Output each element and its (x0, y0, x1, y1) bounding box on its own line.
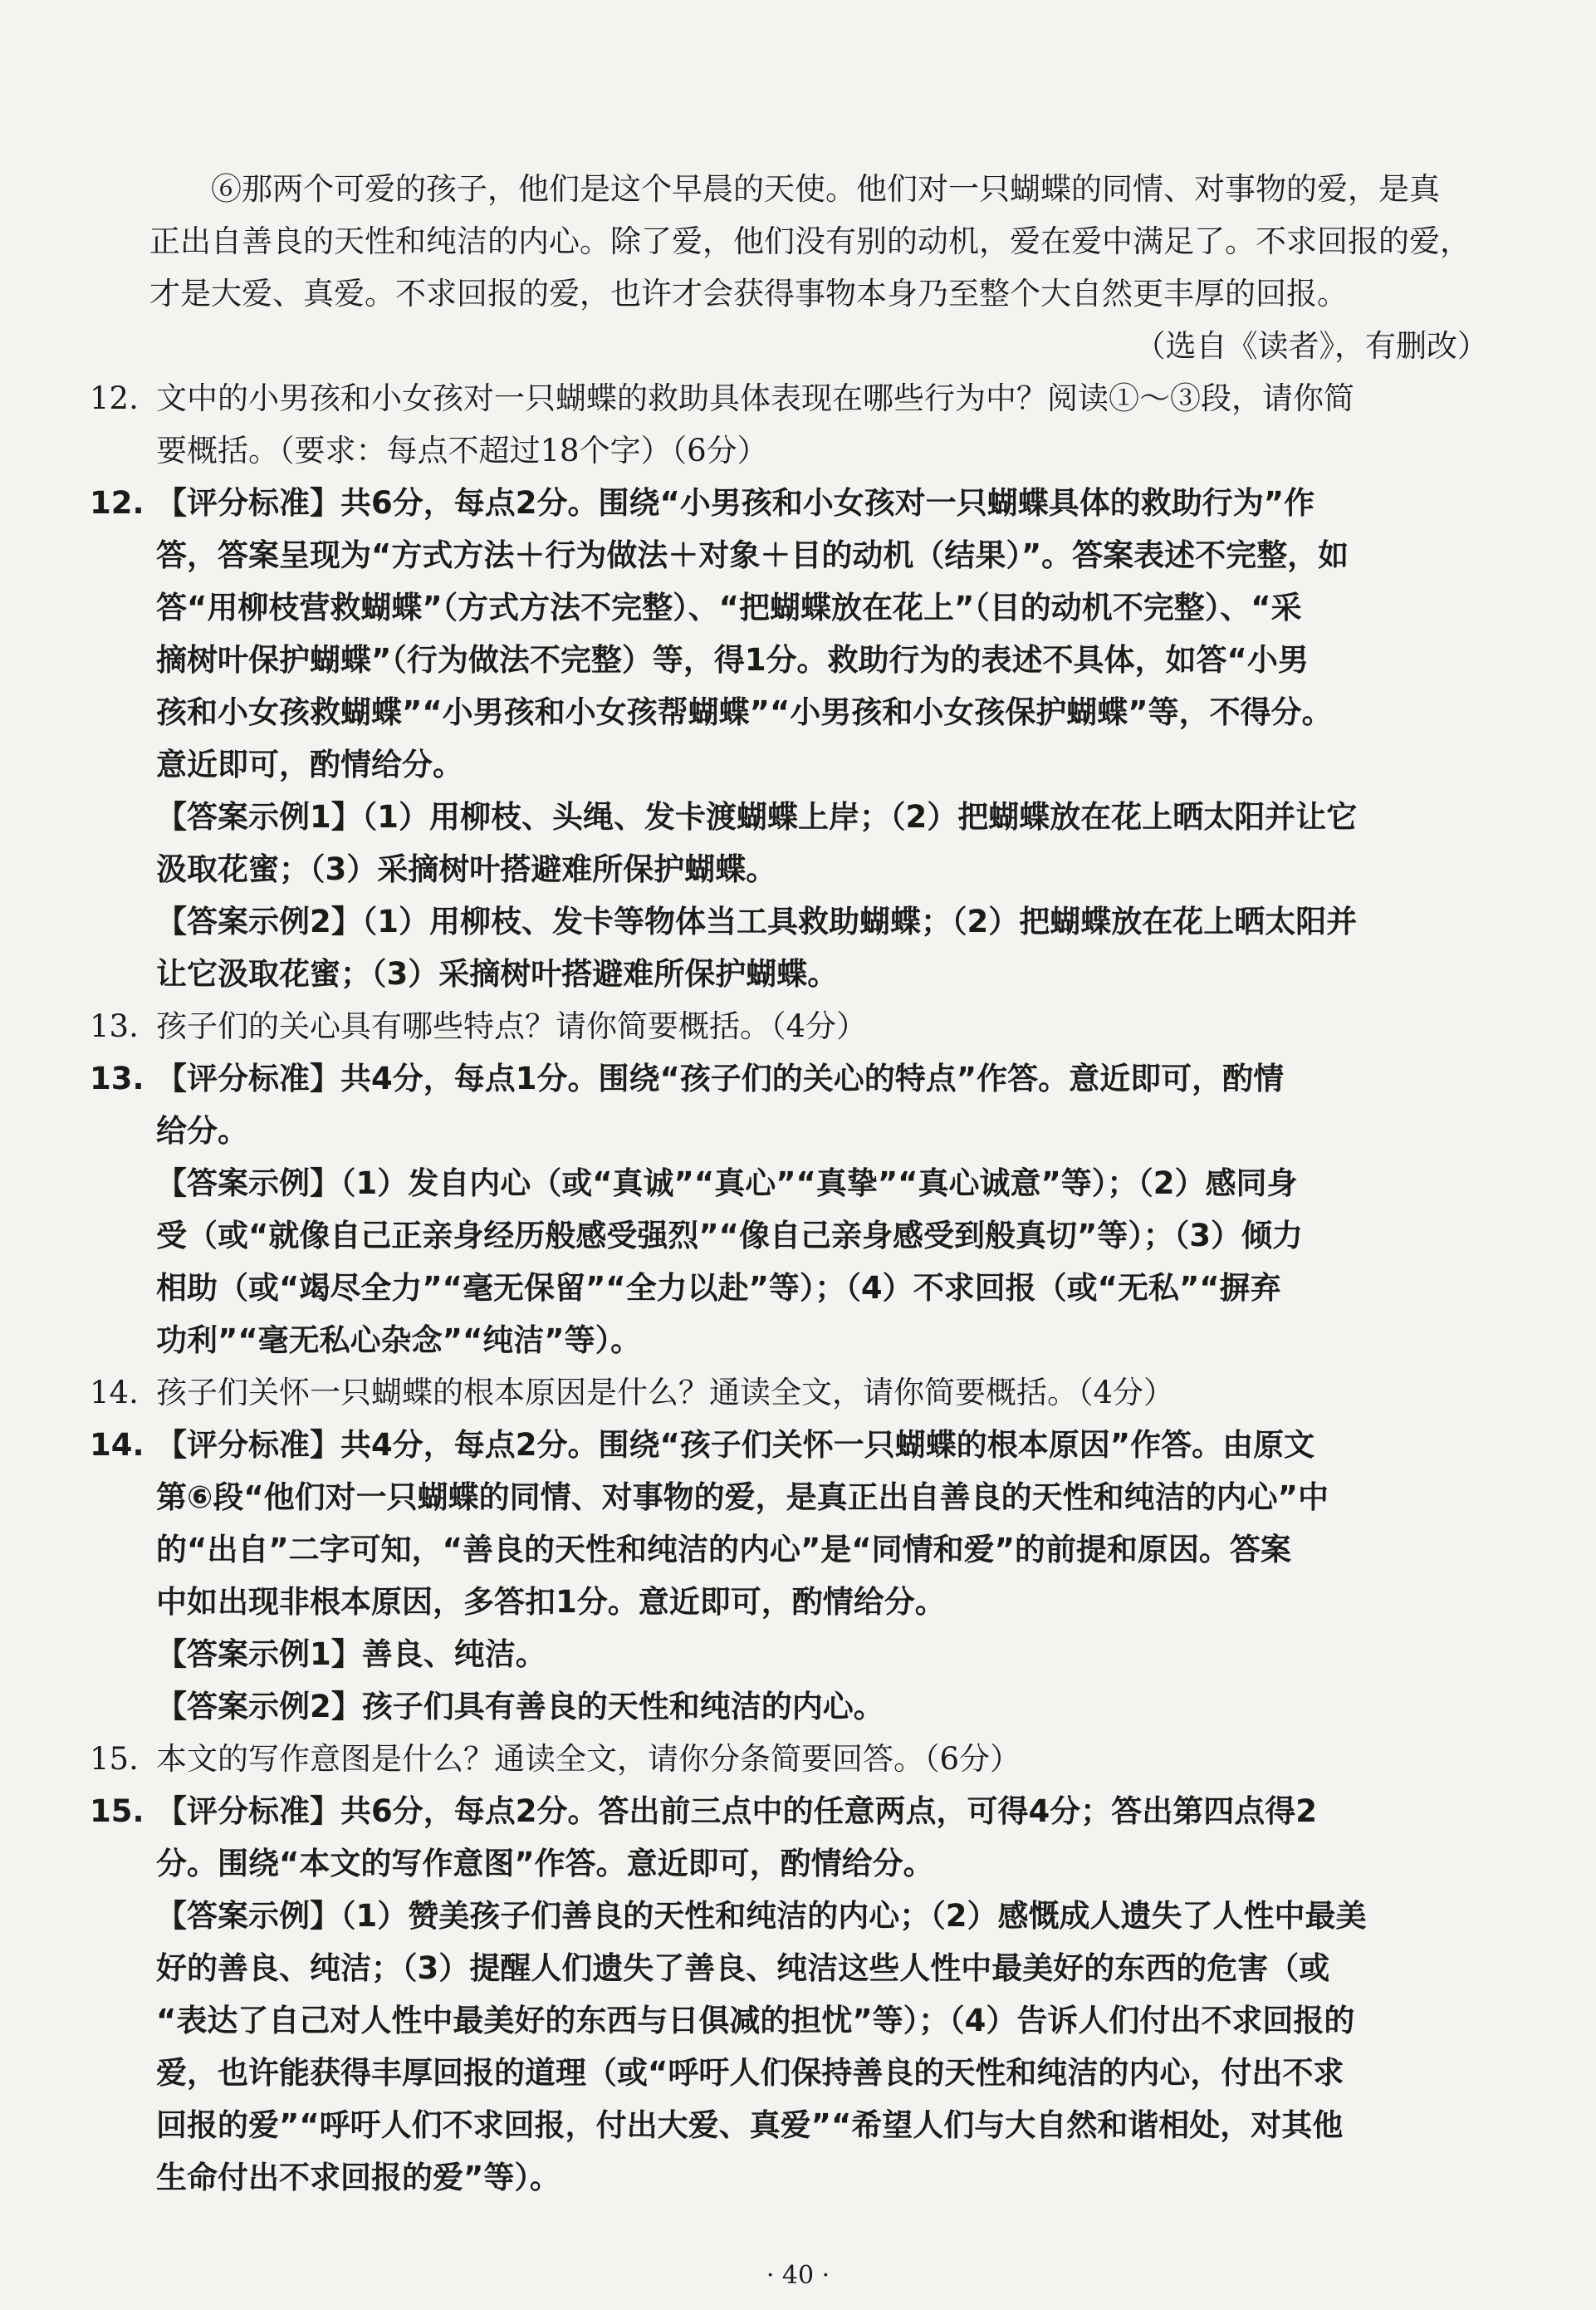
example-line: 相助（或“竭尽全力”“毫无保留”“全力以赴”等）；（4）不求回报（或“无私”“摒弃 (156, 1270, 1281, 1306)
question-line: 孩子们关怀一只蝴蝶的根本原因是什么？通读全文，请你简要概括。（4分） (156, 1375, 1175, 1410)
question-14 (90, 1366, 1488, 1419)
question-number: 12. (90, 380, 139, 416)
answer-number: 15. (90, 1793, 144, 1829)
example-line: 让它汲取花蜜；（3）采摘树叶搭避难所保护蝴蝶。 (156, 956, 839, 992)
answer-14 (90, 1419, 1488, 1733)
example-line: 【答案示例2】孩子们具有善良的天性和纯洁的内心。 (156, 1689, 884, 1724)
scoring-line: 分。围绕“本文的写作意图”作答。意近即可，酌情给分。 (156, 1846, 934, 1881)
example-line: 汲取花蜜；（3）采摘树叶搭避难所保护蝴蝶。 (156, 851, 777, 887)
example-line: 功利”“毫无私心杂念”“纯洁”等）。 (156, 1322, 642, 1358)
example-line: 【答案示例】（1）赞美孩子们善良的天性和纯洁的内心；（2）感慨成人遗失了人性中最美 (156, 1898, 1367, 1934)
page-number: · 40 · (766, 2261, 830, 2290)
passage-line: 正出自善良的天性和纯洁的内心。除了爱，他们没有别的动机，爱在爱中满足了。不求回报的爱， (149, 223, 1471, 259)
scoring-line: 答，答案呈现为“方式方法＋行为做法＋对象＋目的动机（结果）”。答案表述不完整，如 (156, 537, 1349, 573)
scoring-line: 中如出现非根本原因，多答扣1分。意近即可，酌情给分。 (156, 1584, 946, 1620)
example-line: “表达了自己对人性中最美好的东西与日俱减的担忧”等）；（4）告诉人们付出不求回报的 (156, 2003, 1355, 2038)
example-line: 受（或“就像自己正亲身经历般感受强烈”“像自己亲身感受到般真切”等）；（3）倾力 (156, 1218, 1304, 1253)
scoring-line: 摘树叶保护蝴蝶”（行为做法不完整）等，得1分。救助行为的表述不具体，如答“小男 (156, 642, 1309, 678)
question-line: 要概括。（要求：每点不超过18个字）（6分） (156, 433, 768, 468)
scoring-line: 【评分标准】共4分，每点2分。围绕“孩子们关怀一只蝴蝶的根本原因”作答。由原文 (156, 1427, 1315, 1463)
question-13 (90, 1000, 1488, 1052)
example-line: 【答案示例1】善良、纯洁。 (156, 1636, 546, 1672)
passage-paragraph-6 (149, 163, 1488, 372)
example-line: 好的善良、纯洁；（3）提醒人们遗失了善良、纯洁这些人性中最美好的东西的危害（或 (156, 1950, 1330, 1986)
scoring-line: 【评分标准】共6分，每点2分。围绕“小男孩和小女孩对一只蝴蝶具体的救助行为”作 (156, 485, 1315, 521)
example-line: 爱，也许能获得丰厚回报的道理（或“呼吁人们保持善良的天性和纯洁的内心，付出不求 (156, 2055, 1344, 2091)
answer-12 (90, 477, 1488, 1000)
answer-number: 12. (90, 485, 144, 521)
scoring-line: 【评分标准】共6分，每点2分。答出前三点中的任意两点，可得4分；答出第四点得2 (156, 1793, 1317, 1829)
question-12 (90, 372, 1488, 477)
question-number: 14. (90, 1375, 139, 1410)
question-number: 15. (90, 1741, 139, 1777)
scoring-line: 给分。 (156, 1113, 248, 1149)
scoring-line: 的“出自”二字可知，“善良的天性和纯洁的内心”是“同情和爱”的前提和原因。答案 (156, 1532, 1291, 1567)
scoring-line: 第⑥段“他们对一只蝴蝶的同情、对事物的爱，是真正出自善良的天性和纯洁的内心”中 (156, 1479, 1329, 1515)
question-line: 本文的写作意图是什么？通读全文，请你分条简要回答。（6分） (156, 1741, 1021, 1777)
passage-source: （选自《读者》，有删改） (1134, 328, 1488, 364)
question-line: 文中的小男孩和小女孩对一只蝴蝶的救助具体表现在哪些行为中？阅读①～③段，请你简 (156, 380, 1354, 416)
question-number: 13. (90, 1008, 139, 1044)
question-15 (90, 1733, 1488, 1785)
scoring-line: 孩和小女孩救蝴蝶”“小男孩和小女孩帮蝴蝶”“小男孩和小女孩保护蝴蝶”等，不得分。 (156, 694, 1333, 730)
scoring-line: 意近即可，酌情给分。 (156, 747, 463, 782)
passage-line: 才是大爱、真爱。不求回报的爱，也许才会获得事物本身乃至整个大自然更丰厚的回报。 (149, 276, 1348, 311)
passage-line: ⑥那两个可爱的孩子，他们是这个早晨的天使。他们对一只蝴蝶的同情、对事物的爱，是真 (211, 171, 1440, 207)
scoring-line: 【评分标准】共4分，每点1分。围绕“孩子们的关心的特点”作答。意近即可，酌情 (156, 1061, 1285, 1096)
answer-15 (90, 1785, 1488, 2204)
answer-13 (90, 1052, 1488, 1366)
example-line: 【答案示例1】（1）用柳枝、头绳、发卡渡蝴蝶上岸；（2）把蝴蝶放在花上晒太阳并让它 (156, 799, 1358, 835)
answer-number: 13. (90, 1061, 144, 1096)
answer-number: 14. (90, 1427, 144, 1463)
scoring-line: 答“用柳枝营救蝴蝶”（方式方法不完整）、“把蝴蝶放在花上”（目的动机不完整）、“采 (156, 590, 1302, 625)
question-line: 孩子们的关心具有哪些特点？请你简要概括。（4分） (156, 1008, 868, 1044)
example-line: 回报的爱”“呼吁人们不求回报，付出大爱、真爱”“希望人们与大自然和谐相处，对其他 (156, 2107, 1344, 2143)
example-line: 【答案示例】（1）发自内心（或“真诚”“真心”“真挚”“真心诚意”等）；（2）感同身 (156, 1165, 1298, 1201)
example-line: 生命付出不求回报的爱”等）。 (156, 2160, 561, 2195)
example-line: 【答案示例2】（1）用柳枝、发卡等物体当工具救助蝴蝶；（2）把蝴蝶放在花上晒太阳并 (156, 904, 1358, 939)
